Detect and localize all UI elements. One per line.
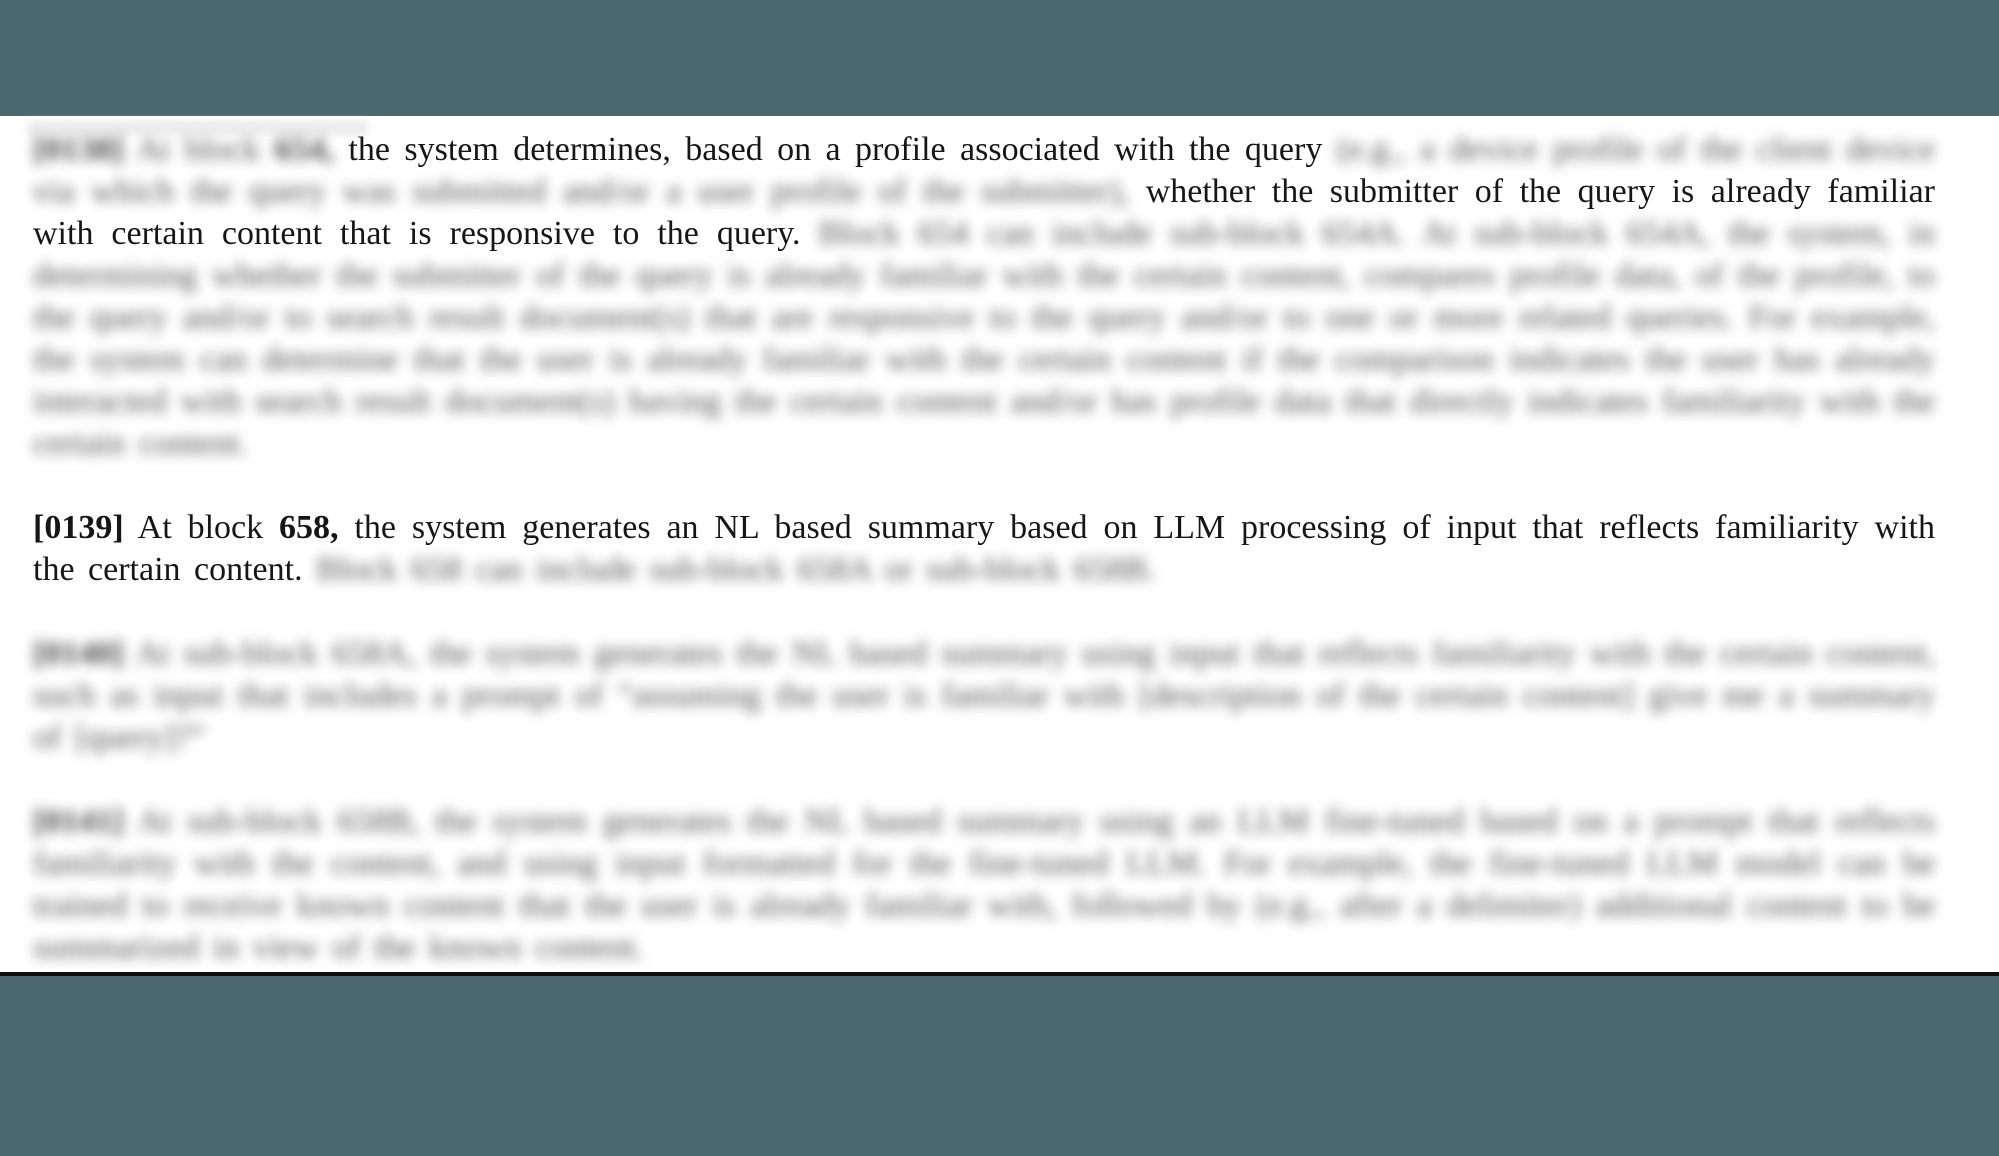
- text-segment-blurred-bold: [0141]: [33, 803, 124, 840]
- para-sub-block-658A: [33, 633, 1935, 759]
- text-segment-blurred-bold: 654,: [274, 131, 335, 168]
- top-letterbox-band: [0, 0, 1999, 116]
- bottom-letterbox-band: [0, 976, 1999, 1156]
- text-segment-blurred: At block: [123, 131, 275, 168]
- patent-document-page: [33, 116, 1935, 1011]
- text-segment-blurred: At sub-block 658B, the system generates the NL based summary using an LLM fine-tuned based on a prompt that reflects familiarity with the content, and using input formatted for the fine-tuned LLM. For example, the fine-tuned LLM model can be trained to receive known content that the user is already familiar with, followed by (e.g., after a delimiter) additional content to be summarized in view of the known content.: [33, 803, 1935, 966]
- text-segment-blurred-bold: [0138]: [33, 131, 124, 168]
- text-segment-sharp: At block: [123, 509, 280, 546]
- text-segment-blurred: At sub-block 658A, the system generates the NL based summary using input that reflects familiarity with the certain content, such as input that includes a prompt of “assuming the user is familiar with [description of the certain content] give me a summary of [query]?”: [33, 635, 1935, 756]
- text-segment-sharp: the system generates an NL based summary based on LLM processing of input that reflects familiarity with the certain content.: [33, 509, 1935, 588]
- para-block-654: [33, 129, 1935, 465]
- text-segment-sharp: the system determines, based on a profile associated with the query: [334, 131, 1337, 168]
- text-segment-sharp: whether the submitter of the query is already familiar with certain content that is responsive to the query.: [33, 173, 1935, 252]
- text-segment-sharp-bold: 658,: [279, 509, 339, 546]
- text-segment-blurred: Block 658 can include sub-block 658A or sub-block 658B.: [316, 551, 1156, 588]
- text-segment-sharp-bold: [0139]: [33, 509, 124, 546]
- text-segment-blurred: (e.g., a device profile of the client device via which the query was submitted and/or a user profile of the submitter),: [33, 131, 1935, 210]
- text-segment-blurred-bold: [0140]: [33, 635, 124, 672]
- text-segment-blurred: Block 654 can include sub-block 654A. At sub-block 654A, the system, in determining whether the submitter of the query is already familiar with the certain content, compares profile data, of the profile, to the query and/or to search result document(s) that are responsive to the query and/or to one or more related queries. For example, the system can determine that the user is already familiar with the certain content if the comparison indicates the user has already interacted with search result document(s) having the certain content and/or has profile data that directly indicates familiarity with the certain content.: [33, 215, 1935, 462]
- para-block-658: [33, 507, 1935, 591]
- para-sub-block-658B: [33, 801, 1935, 969]
